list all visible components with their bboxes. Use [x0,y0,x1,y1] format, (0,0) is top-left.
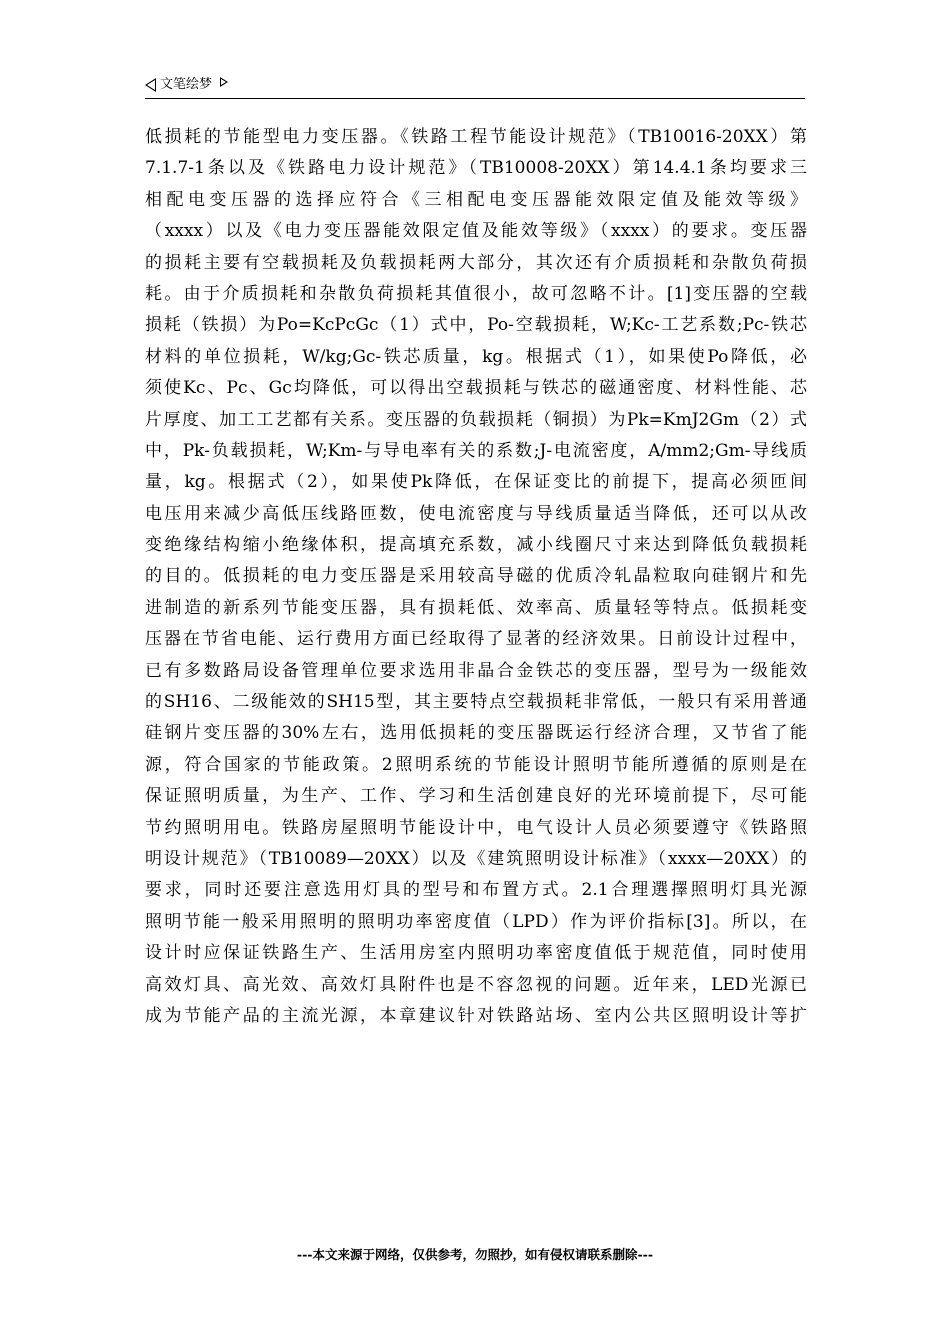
text-line: 进制造的新系列节能变压器，具有损耗低、效率高、质量轻等特点。低损耗变 [145,597,807,618]
brand-label: 文笔绘梦 [160,77,213,92]
text-line: 须使Kc、Pc、Gc均降低，可以得出空载损耗与铁芯的磁通密度、材料性能、芯 [145,378,807,399]
text-line: 节约照明用电。铁路房屋照明节能设计中，电气设计人员必须要遵守《铁路照 [145,817,807,838]
text-line: 硅钢片变压器的30%左右，选用低损耗的变压器既运行经济合理，又节省了能 [145,723,807,744]
text-line: 保证照明质量，为生产、工作、学习和生活创建良好的光环境前提下，尽可能 [145,786,807,807]
text-line: 高效灯具、高光效、高效灯具附件也是不容忽视的问题。近年来，LED光源已 [145,974,807,995]
text-line: 7.1.7-1条以及《铁路电力设计规范》（TB10008-20XX）第14.4.1条均要求三 [145,158,807,179]
text-line: 的目的。低损耗的电力变压器是采用较高导磁的优质冷轧晶粒取向硅钢片和先 [145,566,807,587]
text-line: 量，kg。根据式（2），如果使Pk降低，在保证变比的前提下，提高必须匝间 [145,472,807,493]
body-text [145,122,807,1032]
text-line: 设计时应保证铁路生产、生活用房室内照明功率密度值低于规范值，同时使用 [145,943,807,964]
text-line: 变绝缘结构缩小绝缘体积，提高填充系数，减小线圈尺寸来达到降低负载损耗 [145,535,807,556]
header-brand [145,74,228,96]
text-line: 损耗（铁损）为Po=KcPcGc（1）式中，Po-空载损耗，W;Kc-工艺系数;Pc-铁芯 [145,315,807,336]
text-line: 要求，同时还要注意选用灯具的型号和布置方式。2.1合理選擇照明灯具光源 [145,880,807,901]
text-line: 低损耗的节能型电力变压器。《铁路工程节能设计规范》（TB10016-20XX）第 [145,127,807,147]
triangle-left-outline-icon [145,78,156,92]
text-line: 材料的单位损耗，W/kg;Gc-铁芯质量，kg。根据式（1），如果使Po降低，必 [145,346,807,367]
text-line: 明设计规范》（TB10089—20XX）以及《建筑照明设计标准》（xxxx—20XX）的 [145,848,807,869]
text-line: 中，Pk-负载损耗，W;Km-与导电率有关的系数;J-电流密度，A/mm2;Gm-导线质 [145,440,807,461]
text-line: 的损耗主要有空载损耗及负载损耗两大部分，其次还有介质损耗和杂散负荷损 [145,252,807,273]
text-line: 源，符合国家的节能政策。2照明系统的节能设计照明节能所遵循的原则是在 [145,754,807,775]
text-line: （xxxx）以及《电力变压器能效限定值及能效等级》（xxxx）的要求。变压器 [145,221,807,242]
text-line: 电压用来减少高低压线路匝数，使电流密度与导线质量适当降低，还可以从改 [145,503,807,524]
text-line: 已有多数路局设备管理单位要求选用非晶合金铁芯的变压器，型号为一级能效 [145,660,807,681]
triangle-right-outline-icon [220,77,228,87]
text-line: 成为节能产品的主流光源，本章建议针对铁路站场、室内公共区照明设计等扩 [145,1005,807,1026]
page-header [145,74,805,99]
text-line: 片厚度、加工工艺都有关系。变压器的负载损耗（铜损）为Pk=KmJ2Gm（2）式 [145,409,807,430]
text-line: 相配电变压器的选择应符合《三相配电变压器能效限定值及能效等级》 [145,189,807,210]
text-line: 照明节能一般采用照明的照明功率密度值（LPD）作为评价指标[3]。所以，在 [145,911,807,932]
text-line: 压器在节省电能、运行费用方面已经取得了显著的经济效果。日前设计过程中， [145,629,807,650]
text-line: 耗。由于介质损耗和杂散负荷损耗其值很小，故可忽略不计。[1]变压器的空载 [145,283,807,304]
footer-notice: ---本文来源于网络，仅供参考，勿照抄，如有侵权请联系删除--- [296,1247,654,1262]
text-line: 的SH16、二级能效的SH15型，其主要特点空载损耗非常低，一般只有采用普通 [145,692,807,713]
